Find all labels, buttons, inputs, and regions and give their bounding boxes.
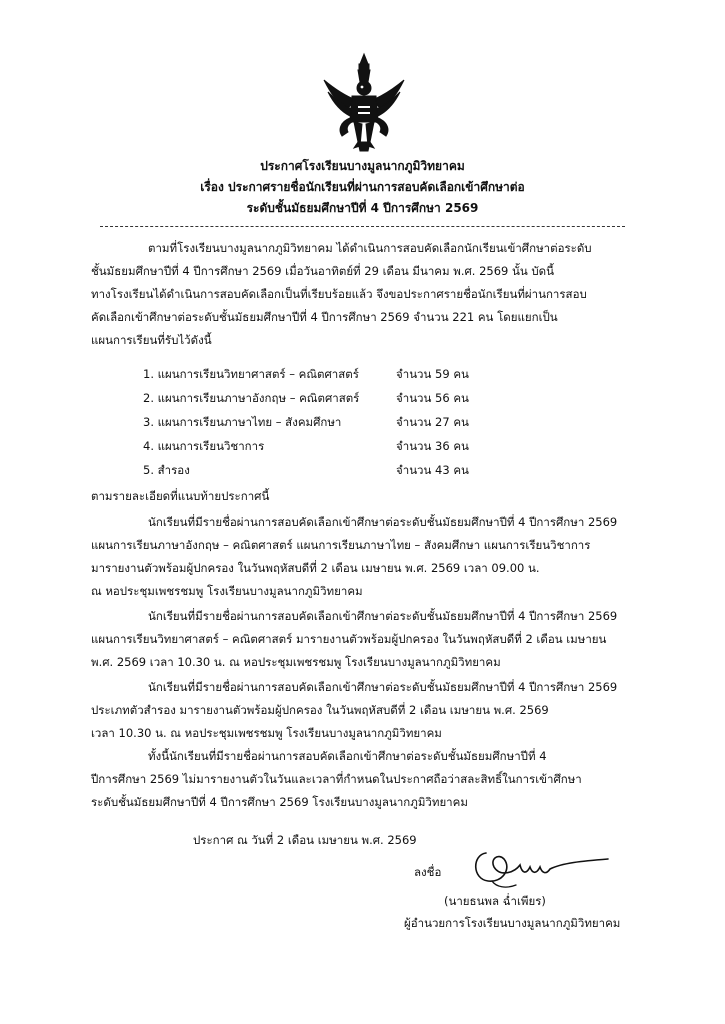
signature-icon <box>462 845 612 893</box>
program-label: 4. แผนการเรียนวิชาการ <box>143 439 265 453</box>
intro-line: คัดเลือกเข้าศึกษาต่อระดับชั้นมัธยมศึกษาปีที่ 4 ปีการศึกษา 2569 จำนวน 221 คน โดยแยกเป็น <box>91 310 558 324</box>
details-note: ตามรายละเอียดที่แนบท้ายประกาศนี้ <box>91 489 270 503</box>
para3-line: ประเภทตัวสำรอง มารายงานตัวพร้อมผู้ปกครอง ในวันพฤหัสบดีที่ 2 เดือน เมษายน พ.ศ. 2569 <box>91 703 549 717</box>
intro-line: ทางโรงเรียนได้ดำเนินการสอบคัดเลือกเป็นที่เรียบร้อยแล้ว จึงขอประกาศรายชื่อนักเรียนที่ผ่านการสอบ <box>91 287 587 301</box>
program-label: 5. สำรอง <box>143 463 190 477</box>
program-count: จำนวน 27 คน <box>396 415 469 429</box>
intro-line: ตามที่โรงเรียนบางมูลนากภูมิวิทยาคม ได้ดำเนินการสอบคัดเลือกนักเรียนเข้าศึกษาต่อระดับ <box>148 241 592 255</box>
program-label: 1. แผนการเรียนวิทยาศาสตร์ – คณิตศาสตร์ <box>143 367 359 381</box>
para1-line: แผนการเรียนภาษาอังกฤษ – คณิตศาสตร์ แผนการเรียนภาษาไทย – สังคมศึกษา แผนการเรียนวิชาการ <box>91 538 591 552</box>
header-divider <box>100 226 625 227</box>
para2-line: แผนการเรียนวิทยาศาสตร์ – คณิตศาสตร์ มารายงานตัวพร้อมผู้ปกครอง ในวันพฤหัสบดีที่ 2 เดือน เมษายน <box>91 632 607 646</box>
para3-line: นักเรียนที่มีรายชื่อผ่านการสอบคัดเลือกเข้าศึกษาต่อระดับชั้นมัธยมศึกษาปีที่ 4 ปีการศึกษา 2569 <box>148 680 618 694</box>
para3-line: เวลา 10.30 น. ณ หอประชุมเพชรชมพู โรงเรียนบางมูลนากภูมิวิทยาคม <box>91 726 442 740</box>
announcement-title: ประกาศโรงเรียนบางมูลนากภูมิวิทยาคม <box>260 159 465 173</box>
signer-name: (นายธนพล ฉ่ำเพียร) <box>444 894 546 908</box>
program-label: 2. แผนการเรียนภาษาอังกฤษ – คณิตศาสตร์ <box>143 391 360 405</box>
para4-line: ปีการศึกษา 2569 ไม่มารายงานตัวในวันและเวลาที่กำหนดในประกาศถือว่าสละสิทธิ์ในการเข้าศึกษา <box>91 772 582 786</box>
para2-line: พ.ศ. 2569 เวลา 10.30 น. ณ หอประชุมเพชรชมพู โรงเรียนบางมูลนากภูมิวิทยาคม <box>91 655 501 669</box>
program-count: จำนวน 36 คน <box>396 439 469 453</box>
para2-line: นักเรียนที่มีรายชื่อผ่านการสอบคัดเลือกเข้าศึกษาต่อระดับชั้นมัธยมศึกษาปีที่ 4 ปีการศึกษา 2569 <box>148 609 618 623</box>
sign-label: ลงชื่อ <box>414 865 442 879</box>
garuda-emblem-icon <box>318 52 410 152</box>
program-count: จำนวน 59 คน <box>396 367 469 381</box>
announcement-level: ระดับชั้นมัธยมศึกษาปีที่ 4 ปีการศึกษา 2569 <box>246 201 479 215</box>
para1-line: นักเรียนที่มีรายชื่อผ่านการสอบคัดเลือกเข้าศึกษาต่อระดับชั้นมัธยมศึกษาปีที่ 4 ปีการศึกษา 2569 <box>148 515 618 529</box>
para4-line: ทั้งนี้นักเรียนที่มีรายชื่อผ่านการสอบคัดเลือกเข้าศึกษาต่อระดับชั้นมัธยมศึกษาปีที่ 4 <box>148 749 547 763</box>
program-count: จำนวน 56 คน <box>396 391 469 405</box>
signer-position: ผู้อำนวยการโรงเรียนบางมูลนากภูมิวิทยาคม <box>404 916 621 930</box>
program-label: 3. แผนการเรียนภาษาไทย – สังคมศึกษา <box>143 415 342 429</box>
para1-line: มารายงานตัวพร้อมผู้ปกครอง ในวันพฤหัสบดีที่ 2 เดือน เมษายน พ.ศ. 2569 เวลา 09.00 น. <box>91 561 540 575</box>
para4-line: ระดับชั้นมัธยมศึกษาปีที่ 4 ปีการศึกษา 2569 โรงเรียนบางมูลนากภูมิวิทยาคม <box>91 795 468 809</box>
announce-date: ประกาศ ณ วันที่ 2 เดือน เมษายน พ.ศ. 2569 <box>193 833 417 847</box>
announcement-subject: เรื่อง ประกาศรายชื่อนักเรียนที่ผ่านการสอบคัดเลือกเข้าศึกษาต่อ <box>200 180 525 194</box>
program-count: จำนวน 43 คน <box>396 463 469 477</box>
intro-line: แผนการเรียนที่รับไว้ดังนี้ <box>91 333 212 347</box>
para1-line: ณ หอประชุมเพชรชมพู โรงเรียนบางมูลนากภูมิวิทยาคม <box>91 584 363 598</box>
intro-line: ชั้นมัธยมศึกษาปีที่ 4 ปีการศึกษา 2569 เมื่อวันอาทิตย์ที่ 29 เดือน มีนาคม พ.ศ. 2569 นั้น บัดนี้ <box>91 264 555 278</box>
